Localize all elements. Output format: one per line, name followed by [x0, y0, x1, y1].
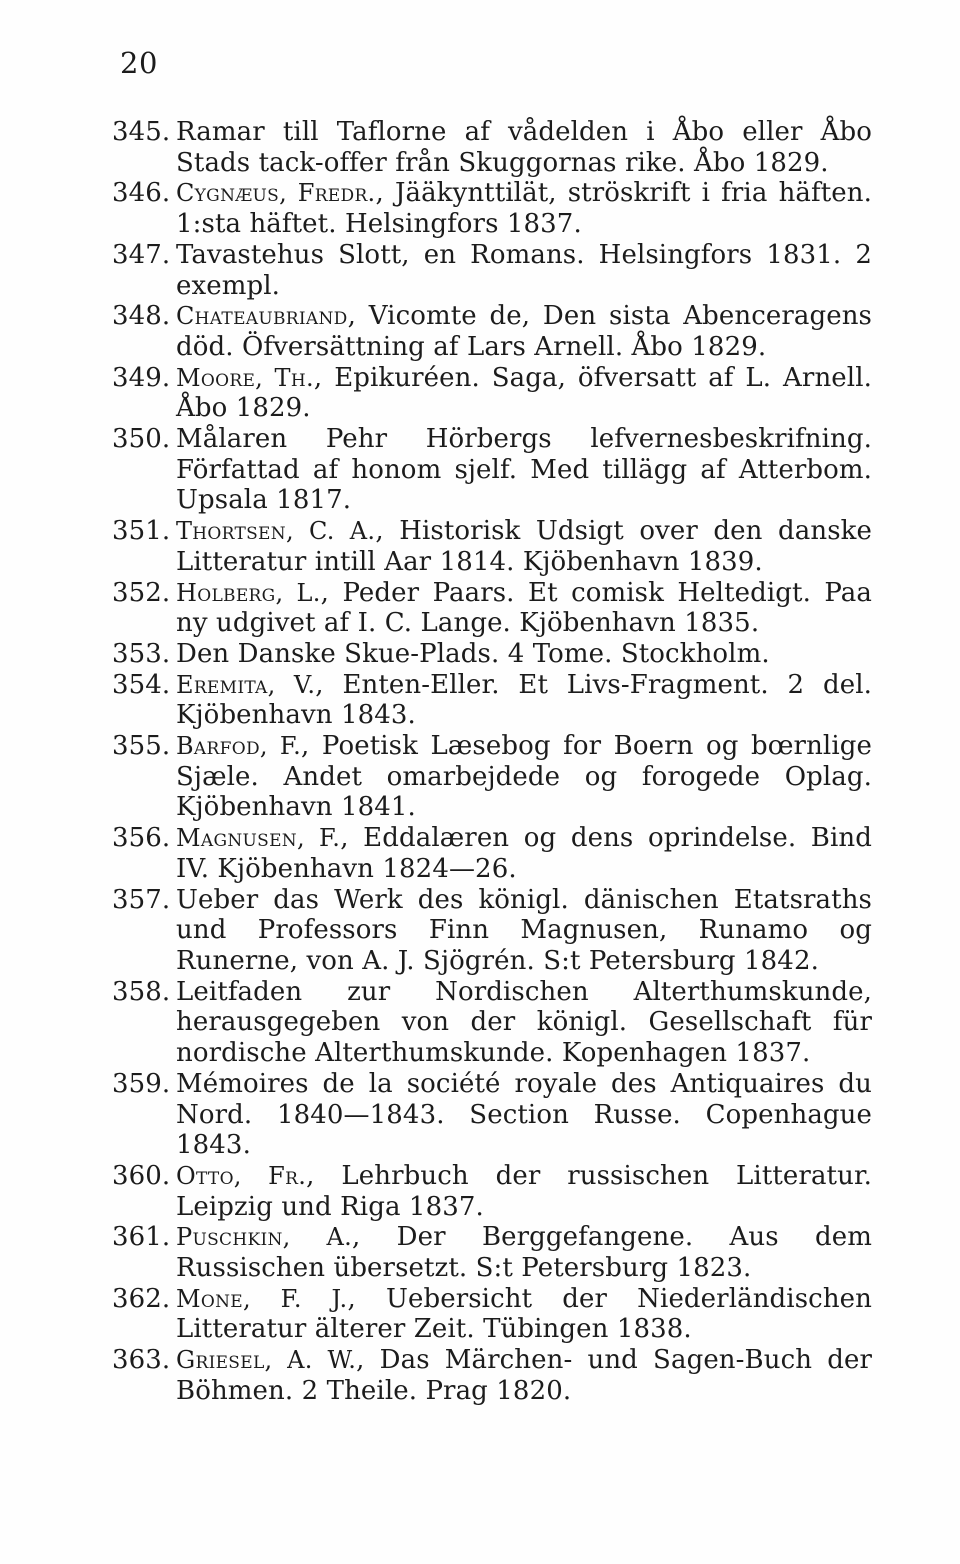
entry-title: , Vicomte de, Den sista Abenceragens död. Öfversättning af Lars Arnell. Åbo 1829.: [176, 301, 872, 362]
entry-title: Ueber das Werk des königl. dänischen Etatsraths und Professors Finn Magnusen, Runamo og Runerne, von A. J. Sjögrén. S:t Petersburg 1842.: [176, 884, 872, 976]
catalogue-entry: [112, 731, 872, 823]
entry-author: Griesel, A. W.: [176, 1346, 357, 1375]
entry-text: [176, 1284, 872, 1345]
catalogue-entry: [112, 424, 872, 516]
entry-title: , Poetisk Læsebog for Boern og bœrnlige Sjæle. Andet omarbejdede og forogede Oplag. Kjöbenhavn 1841.: [176, 731, 872, 823]
catalogue-entry: [112, 885, 872, 977]
entry-author: Cygnæus, Fredr.: [176, 179, 376, 208]
catalogue-entry: [112, 301, 872, 362]
entry-number: 345.: [112, 117, 171, 147]
catalogue-entry: [112, 516, 872, 577]
entry-number: 363.: [112, 1345, 171, 1376]
entry-number: 355.: [112, 731, 171, 762]
entry-text: [176, 363, 872, 424]
entry-author: Barfod, F.: [176, 732, 302, 761]
entry-number: 347.: [112, 239, 171, 270]
catalogue-entry: [112, 578, 872, 639]
catalogue-entry: [112, 1222, 872, 1283]
entry-title: Tavastehus Slott, en Romans. Helsingfors 1831. 2 exempl.: [176, 239, 872, 301]
entry-number: 356.: [112, 823, 171, 854]
entry-author: Holberg, L.: [176, 578, 321, 607]
entry-author: Moore, Th.: [176, 363, 314, 392]
entry-author: Magnusen, F.: [176, 824, 341, 853]
catalogue-entry: [112, 977, 872, 1069]
entry-number: 357.: [112, 884, 171, 915]
entry-title: Den Danske Skue-Plads. 4 Tome. Stockholm.: [176, 638, 770, 669]
entry-author: Mone, F. J.: [176, 1284, 348, 1313]
entry-title: Målaren Pehr Hörbergs lefvernesbeskrifning. Författad af honom sjelf. Med tillägg af Atterbom. Upsala 1817.: [176, 424, 872, 516]
entry-number: 361.: [112, 1222, 171, 1253]
entry-number: 360.: [112, 1160, 171, 1191]
catalogue-entry: [112, 670, 872, 731]
entry-text: [176, 731, 872, 823]
entry-title: Ramar till Taflorne af vådelden i Åbo eller Åbo Stads tack-offer från Skuggornas rike. Åbo 1829.: [176, 117, 872, 178]
entry-text: [176, 240, 872, 301]
catalogue-entry: [112, 178, 872, 239]
entry-number: 346.: [112, 178, 171, 209]
entry-text: [176, 1222, 872, 1283]
entry-text: [176, 1069, 872, 1161]
catalogue-entry: [112, 639, 872, 670]
entry-title: Mémoires de la société royale des Antiquaires du Nord. 1840—1843. Section Russe. Copenhague 1843.: [176, 1068, 872, 1161]
catalogue-entry: [112, 823, 872, 884]
entry-text: [176, 823, 872, 884]
entry-text: [176, 639, 872, 670]
entry-title: , Peder Paars. Et comisk Heltedigt. Paa ny udgivet af I. C. Lange. Kjöbenhavn 1835.: [176, 577, 873, 639]
entry-title: , Eddalæren og dens oprindelse. Bind IV. Kjöbenhavn 1824—26.: [176, 823, 872, 884]
entry-number: 349.: [112, 362, 171, 393]
entry-title: , Epikuréen. Saga, öfversatt af L. Arnell. Åbo 1829.: [176, 362, 872, 424]
catalogue-entry: [112, 1161, 872, 1222]
entry-number: 351.: [112, 516, 171, 547]
entry-author: Puschkin, A.: [176, 1223, 353, 1252]
entry-title: , Enten-Eller. Et Livs-Fragment. 2 del. Kjöbenhavn 1843.: [176, 669, 872, 731]
entry-author: Otto, Fr.: [176, 1161, 307, 1190]
entry-title: Leitfaden zur Nordischen Alterthumskunde, herausgegeben von der königl. Gesellschaft für nordische Alterthumskunde. Kopenhagen 1837.: [176, 976, 872, 1069]
entry-title: , Uebersicht der Niederländischen Litteratur älterer Zeit. Tübingen 1838.: [176, 1283, 872, 1345]
entry-text: [176, 301, 872, 362]
entry-title: , Der Berggefangene. Aus dem Russischen übersetzt. S:t Petersburg 1823.: [176, 1222, 872, 1284]
entry-text: [176, 578, 872, 639]
entry-title: , Das Märchen- und Sagen-Buch der Böhmen. 2 Theile. Prag 1820.: [176, 1345, 872, 1406]
entry-text: [176, 178, 872, 239]
entry-number: 353.: [112, 638, 171, 669]
catalogue-entry: [112, 363, 872, 424]
entry-title: , Historisk Udsigt over den danske Litteratur intill Aar 1814. Kjöbenhavn 1839.: [176, 516, 872, 577]
entry-text: [176, 885, 872, 977]
entry-author: Thortsen, C. A.: [176, 517, 376, 546]
entry-author: Eremita, V.: [176, 670, 316, 699]
entry-author: Chateaubriand: [176, 302, 348, 331]
entry-number: 359.: [112, 1068, 171, 1099]
page-number: 20: [120, 46, 158, 80]
catalogue-entry: [112, 117, 872, 178]
entry-text: [176, 670, 872, 731]
entry-number: 354.: [112, 669, 171, 700]
entry-number: 350.: [112, 424, 171, 455]
entry-number: 358.: [112, 976, 171, 1007]
catalogue-entry: [112, 240, 872, 301]
entry-number: 348.: [112, 301, 171, 332]
entry-number: 352.: [112, 577, 171, 608]
catalogue-entry: [112, 1069, 872, 1161]
entry-text: [176, 117, 872, 178]
entry-title: , Jääkynttilät, ströskrift i fria häften. 1:sta häftet. Helsingfors 1837.: [176, 178, 872, 240]
catalogue-entry-list: [112, 117, 872, 1407]
entry-number: 362.: [112, 1283, 171, 1314]
entry-text: [176, 516, 872, 577]
catalogue-entry: [112, 1284, 872, 1345]
entry-text: [176, 424, 872, 516]
entry-text: [176, 1161, 872, 1222]
catalogue-entry: [112, 1345, 872, 1406]
entry-text: [176, 1345, 872, 1406]
entry-title: , Lehrbuch der russischen Litteratur. Leipzig und Riga 1837.: [176, 1160, 872, 1222]
entry-text: [176, 977, 872, 1069]
